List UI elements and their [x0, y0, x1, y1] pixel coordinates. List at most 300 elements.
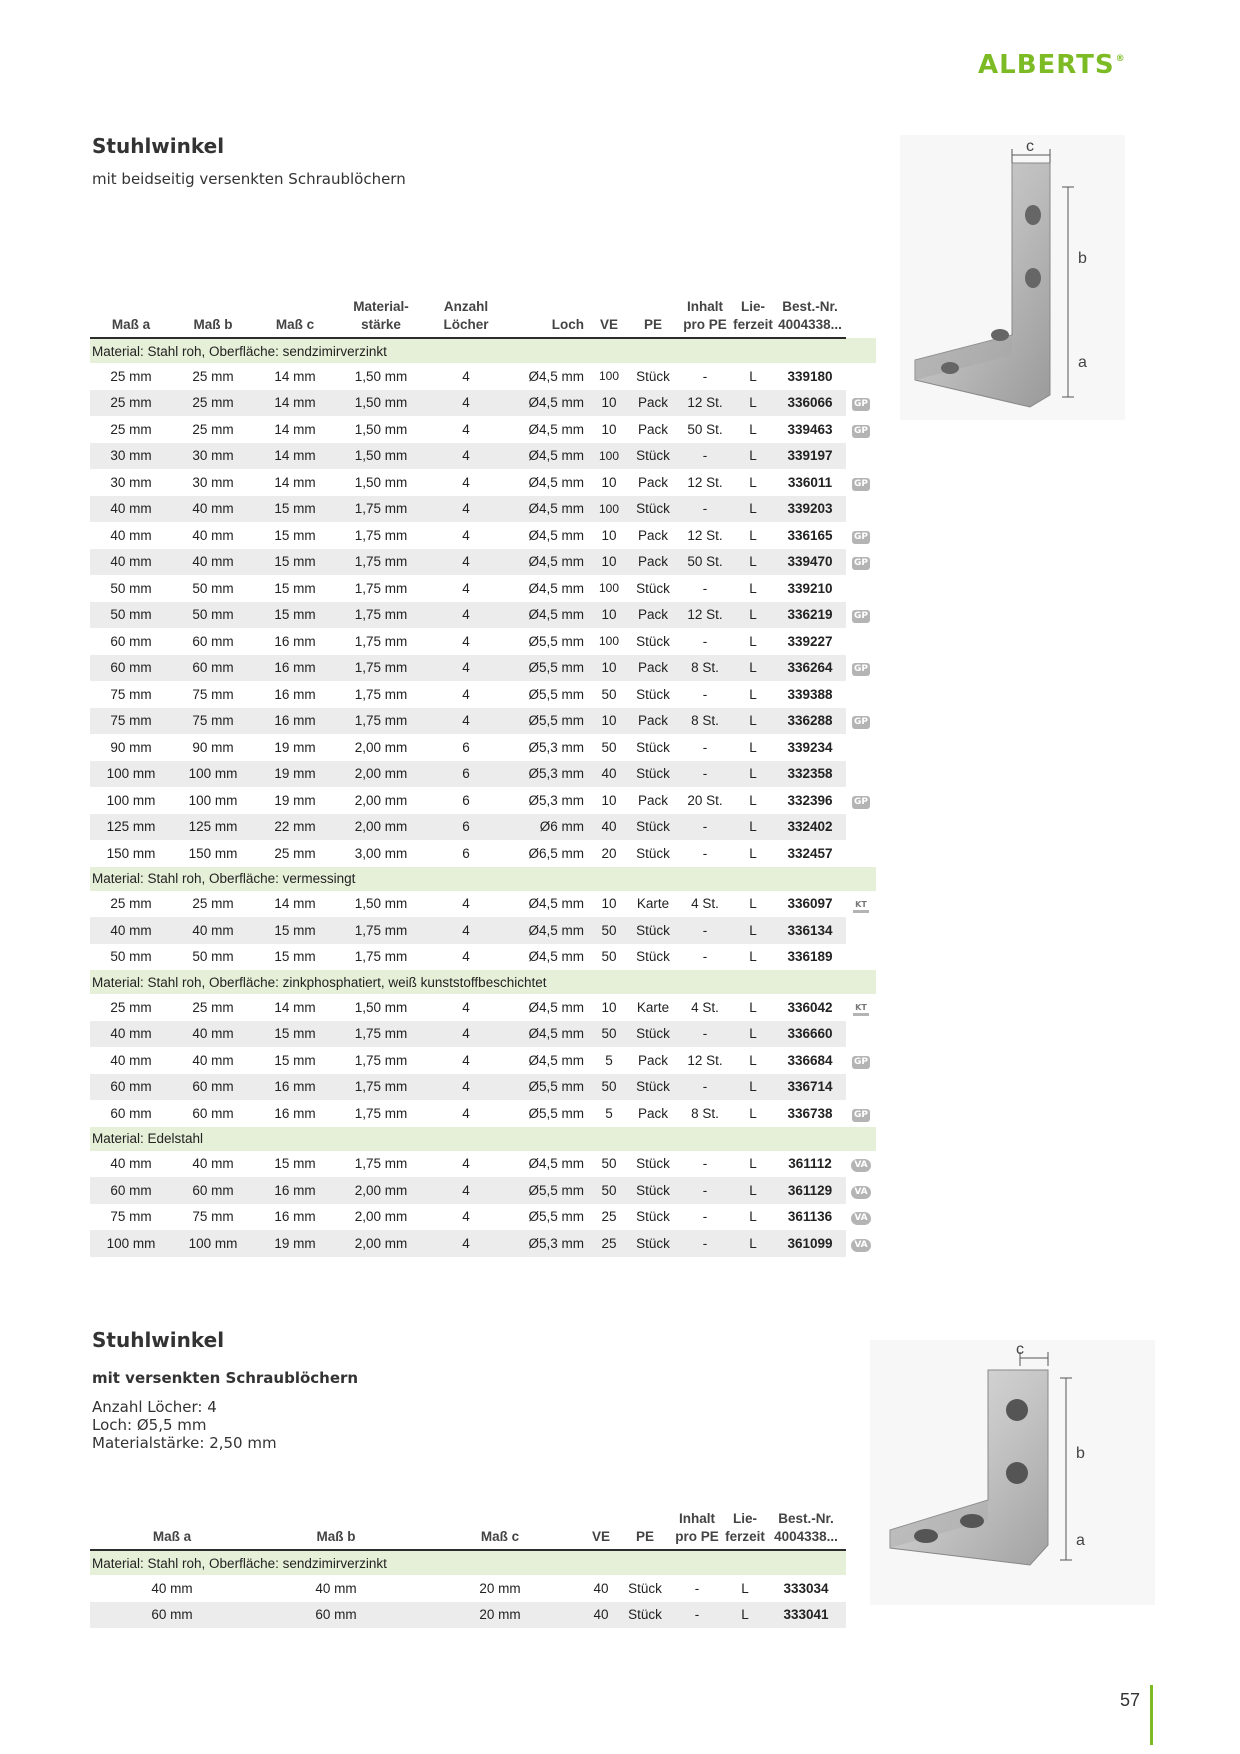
- col-loch: Loch: [506, 298, 590, 338]
- cell-lz: L: [749, 1105, 757, 1121]
- cell-nr: 336738: [787, 1105, 833, 1121]
- cell-b: 100 mm: [172, 761, 254, 788]
- cell-nr: 339388: [787, 686, 833, 702]
- cell-loch: Ø5,3 mm: [506, 1230, 590, 1257]
- col2-mass-a: Maß a: [90, 1510, 254, 1550]
- cell-nr: 339210: [787, 580, 833, 596]
- gp-badge-icon: GP: [854, 558, 868, 569]
- cell-a: 25 mm: [90, 390, 172, 417]
- cell-c: 15 mm: [274, 1156, 316, 1172]
- cell-ve: 10: [601, 896, 617, 912]
- cell-an: 4: [462, 633, 470, 649]
- cell-pe: Stück: [636, 368, 670, 384]
- badge-cell: [846, 734, 876, 761]
- cell-a: 60 mm: [90, 1602, 254, 1629]
- col2-pe: PE: [620, 1510, 670, 1550]
- cell-b: 50 mm: [172, 602, 254, 629]
- gp-badge-icon: GP: [854, 796, 868, 807]
- cell-ve: 10: [601, 474, 617, 490]
- cell-inh: -: [694, 1580, 700, 1596]
- cell-b: 75 mm: [192, 686, 234, 702]
- va-badge-icon: VA: [851, 1212, 870, 1225]
- cell-c: 19 mm: [274, 739, 316, 755]
- cell-pe: Stück: [636, 1209, 670, 1225]
- cell-ve: 10: [590, 390, 628, 417]
- brand-logo: [978, 50, 1125, 80]
- cell-lz: L: [732, 1230, 774, 1257]
- table-row: [90, 390, 876, 417]
- table-row: [90, 994, 876, 1021]
- page-number: 57: [1120, 1690, 1141, 1710]
- col-anzahl-loecher: Anzahl Löcher: [426, 298, 506, 338]
- col-mass-a: Maß a: [90, 298, 172, 338]
- cell-b: 75 mm: [172, 708, 254, 735]
- cell-nr: 332402: [774, 814, 846, 841]
- cell-c: 15 mm: [254, 496, 336, 523]
- cell-inh: -: [678, 1021, 732, 1048]
- cell-pe: Pack: [637, 527, 668, 543]
- cell-an: 4: [462, 580, 470, 596]
- cell-b: 150 mm: [188, 845, 238, 861]
- cell-b: 40 mm: [192, 1156, 234, 1172]
- cell-b: 50 mm: [192, 580, 234, 596]
- cell-b: 40 mm: [172, 549, 254, 576]
- col-materialstaerke: Material- stärke: [336, 298, 426, 338]
- cell-st: 2,00 mm: [354, 1209, 408, 1225]
- cell-pe: Pack: [637, 1105, 668, 1121]
- table-row: [90, 787, 876, 814]
- cell-b: 30 mm: [172, 443, 254, 470]
- badge-cell: [846, 390, 876, 417]
- cell-nr: 339203: [774, 496, 846, 523]
- table-row: [90, 496, 876, 523]
- cell-ve: 50: [590, 1074, 628, 1101]
- table-row: [90, 917, 876, 944]
- cell-ve: 100: [590, 443, 628, 470]
- cell-an: 4: [426, 655, 506, 682]
- cell-lz: L: [749, 739, 757, 755]
- cell-loch: Ø4,5 mm: [528, 368, 584, 384]
- product-table-1: [90, 298, 876, 1257]
- cell-loch: Ø4,5 mm: [528, 896, 584, 912]
- cell-st: 1,75 mm: [354, 633, 408, 649]
- table-row: [90, 1230, 876, 1257]
- cell-lz: L: [749, 1156, 757, 1172]
- cell-a: 40 mm: [110, 527, 152, 543]
- cell-pe: Stück: [628, 1580, 662, 1596]
- cell-c: 14 mm: [274, 368, 316, 384]
- cell-nr: 339470: [774, 549, 846, 576]
- cell-inh: 20 St.: [687, 792, 723, 808]
- cell-inh: -: [678, 761, 732, 788]
- badge-cell: [846, 496, 876, 523]
- cell-st: 1,75 mm: [336, 655, 426, 682]
- brand-name: ALBERTS: [978, 50, 1115, 80]
- cell-nr: 339227: [787, 633, 833, 649]
- cell-a: 100 mm: [90, 761, 172, 788]
- cell-ve: 25: [590, 1230, 628, 1257]
- cell-b: 30 mm: [192, 474, 234, 490]
- cell-an: 4: [462, 1156, 470, 1172]
- cell-nr: 336134: [774, 917, 846, 944]
- cell-lz: L: [732, 814, 774, 841]
- cell-inh: -: [702, 580, 708, 596]
- cell-ve: 100: [598, 581, 620, 596]
- cell-st: 1,75 mm: [336, 1074, 426, 1101]
- cell-st: 2,00 mm: [336, 1230, 426, 1257]
- cell-ve: 50: [590, 917, 628, 944]
- col-lieferzeit: Lie- ferzeit: [732, 298, 774, 338]
- spec-materialstaerke: Materialstärke: 2,50 mm: [92, 1434, 277, 1452]
- cell-st: 1,75 mm: [354, 949, 408, 965]
- cell-pe: Karte: [636, 896, 670, 912]
- cell-st: 1,50 mm: [354, 896, 408, 912]
- cell-a: 60 mm: [110, 633, 152, 649]
- col2-mass-b: Maß b: [254, 1510, 418, 1550]
- cell-b: 40 mm: [172, 496, 254, 523]
- table-row: [90, 1602, 846, 1629]
- cell-pe: Pack: [628, 655, 678, 682]
- cell-loch: Ø4,5 mm: [506, 602, 590, 629]
- cell-loch: Ø4,5 mm: [528, 421, 584, 437]
- cell-b: 25 mm: [192, 896, 234, 912]
- material-label: Material: Stahl roh, Oberfläche: sendzimirverzinkt: [90, 1550, 846, 1575]
- col-ve: VE: [590, 298, 628, 338]
- table-row: [90, 708, 876, 735]
- cell-nr: 336660: [774, 1021, 846, 1048]
- cell-ve: 5: [605, 1105, 613, 1121]
- badge-cell: [846, 1127, 876, 1151]
- cell-loch: Ø4,5 mm: [506, 549, 590, 576]
- section2-subtitle: mit versenkten Schraublöchern: [92, 1369, 359, 1387]
- cell-c: 15 mm: [274, 949, 316, 965]
- table-row: [90, 363, 876, 390]
- cell-lz: L: [749, 1209, 757, 1225]
- page-number-bar: [1150, 1685, 1153, 1745]
- cell-inh: -: [678, 1177, 732, 1204]
- cell-an: 6: [462, 792, 470, 808]
- cell-nr: 332358: [774, 761, 846, 788]
- badge-cell: [846, 1204, 876, 1231]
- cell-an: 4: [426, 1021, 506, 1048]
- cell-b: 25 mm: [192, 421, 234, 437]
- cell-pe: Stück: [628, 1230, 678, 1257]
- dim2-label-c: c: [1016, 1341, 1024, 1358]
- badge-cell: [846, 867, 876, 891]
- cell-lz: L: [732, 655, 774, 682]
- cell-c: 14 mm: [274, 421, 316, 437]
- cell-pe: Pack: [637, 474, 668, 490]
- cell-loch: Ø6 mm: [506, 814, 590, 841]
- table-row: [90, 1047, 876, 1074]
- cell-nr: 336011: [787, 474, 833, 490]
- cell-loch: Ø5,5 mm: [528, 633, 584, 649]
- badge-cell: [846, 443, 876, 470]
- cell-an: 4: [462, 474, 470, 490]
- cell-c: 15 mm: [254, 602, 336, 629]
- cell-b: 40 mm: [172, 917, 254, 944]
- table-row: [90, 891, 876, 918]
- badge-cell: [846, 655, 876, 682]
- cell-inh: 4 St.: [691, 896, 719, 912]
- cell-pe: Pack: [628, 708, 678, 735]
- cell-lz: L: [749, 580, 757, 596]
- table-row: [90, 416, 876, 443]
- cell-a: 40 mm: [110, 1052, 152, 1068]
- cell-pe: Stück: [620, 1602, 670, 1629]
- cell-inh: -: [678, 1074, 732, 1101]
- cell-an: 4: [426, 1177, 506, 1204]
- cell-a: 75 mm: [90, 708, 172, 735]
- product-table-2: [90, 1510, 846, 1628]
- badge-cell: [846, 1100, 876, 1127]
- karte-badge-icon: KT: [853, 1002, 869, 1016]
- cell-nr: 361136: [787, 1209, 833, 1225]
- gp-badge-icon: GP: [854, 1109, 868, 1120]
- cell-an: 4: [462, 686, 470, 702]
- dim2-label-b: b: [1076, 1445, 1085, 1462]
- cell-nr: 336219: [774, 602, 846, 629]
- cell-ve: 10: [601, 999, 617, 1015]
- cell-inh: -: [702, 739, 708, 755]
- cell-lz: L: [749, 368, 757, 384]
- cell-ve: 10: [601, 527, 617, 543]
- cell-pe: Pack: [628, 390, 678, 417]
- cell-a: 40 mm: [90, 1021, 172, 1048]
- dim2-label-a: a: [1076, 1532, 1085, 1549]
- cell-an: 4: [426, 390, 506, 417]
- cell-ve: 25: [601, 1209, 617, 1225]
- cell-b: 100 mm: [172, 1230, 254, 1257]
- material-label: Material: Edelstahl: [90, 1127, 846, 1151]
- gp-badge-icon: GP: [854, 1056, 868, 1067]
- cell-loch: Ø5,5 mm: [528, 1105, 584, 1121]
- cell-inh: -: [702, 949, 708, 965]
- table-row: [90, 628, 876, 655]
- cell-loch: Ø4,5 mm: [506, 496, 590, 523]
- badge-cell: [846, 891, 876, 918]
- cell-ve: 50: [601, 1156, 617, 1172]
- cell-c: 20 mm: [479, 1580, 521, 1596]
- cell-b: 60 mm: [172, 655, 254, 682]
- table-row: [90, 522, 876, 549]
- col2-bestnr: Best.-Nr. 4004338...: [766, 1510, 846, 1550]
- cell-st: 1,50 mm: [354, 474, 408, 490]
- cell-inh: -: [702, 633, 708, 649]
- cell-nr: 339234: [787, 739, 833, 755]
- cell-st: 1,75 mm: [336, 1021, 426, 1048]
- cell-nr: 336097: [787, 896, 833, 912]
- col2-mass-c: Maß c: [418, 1510, 582, 1550]
- cell-pe: Stück: [628, 814, 678, 841]
- cell-c: 19 mm: [254, 1230, 336, 1257]
- cell-b: 60 mm: [172, 1074, 254, 1101]
- col-badge: [846, 298, 876, 338]
- cell-lz: L: [732, 1177, 774, 1204]
- cell-nr: 336066: [774, 390, 846, 417]
- badge-cell: [846, 994, 876, 1021]
- cell-loch: Ø4,5 mm: [506, 917, 590, 944]
- cell-b: 40 mm: [192, 527, 234, 543]
- cell-a: 25 mm: [110, 999, 152, 1015]
- cell-nr: 332396: [787, 792, 833, 808]
- cell-lz: L: [749, 633, 757, 649]
- cell-a: 90 mm: [110, 739, 152, 755]
- badge-cell: [846, 1047, 876, 1074]
- cell-pe: Pack: [637, 421, 668, 437]
- cell-b: 60 mm: [172, 1177, 254, 1204]
- table-row: [90, 944, 876, 971]
- cell-pe: Stück: [628, 761, 678, 788]
- cell-st: 1,75 mm: [354, 1105, 408, 1121]
- badge-cell: [846, 787, 876, 814]
- cell-a: 150 mm: [106, 845, 156, 861]
- cell-nr: 339463: [787, 421, 833, 437]
- cell-lz: L: [749, 686, 757, 702]
- cell-lz: L: [749, 949, 757, 965]
- cell-an: 4: [426, 1230, 506, 1257]
- cell-a: 25 mm: [110, 368, 152, 384]
- cell-c: 15 mm: [254, 917, 336, 944]
- cell-c: 22 mm: [254, 814, 336, 841]
- cell-ve: 10: [590, 655, 628, 682]
- cell-c: 16 mm: [274, 1105, 316, 1121]
- cell-a: 50 mm: [110, 580, 152, 596]
- cell-lz: L: [741, 1580, 749, 1596]
- cell-an: 4: [426, 496, 506, 523]
- cell-a: 75 mm: [110, 1209, 152, 1225]
- cell-a: 50 mm: [110, 949, 152, 965]
- cell-inh: 50 St.: [687, 421, 723, 437]
- table-row: [90, 761, 876, 788]
- cell-inh: 12 St.: [678, 602, 732, 629]
- brand-mark: ®: [1115, 54, 1126, 64]
- cell-nr: 361112: [788, 1156, 832, 1172]
- col2-lieferzeit: Lie- ferzeit: [724, 1510, 766, 1550]
- va-badge-icon: VA: [851, 1186, 870, 1199]
- cell-b: 75 mm: [192, 1209, 234, 1225]
- cell-lz: L: [749, 896, 757, 912]
- cell-ve: 10: [590, 708, 628, 735]
- badge-cell: [846, 814, 876, 841]
- cell-pe: Stück: [628, 443, 678, 470]
- cell-nr: 336264: [774, 655, 846, 682]
- cell-inh: 8 St.: [691, 1105, 719, 1121]
- cell-pe: Stück: [628, 1021, 678, 1048]
- table-row: [90, 814, 876, 841]
- cell-st: 1,75 mm: [354, 580, 408, 596]
- cell-b: 60 mm: [254, 1602, 418, 1629]
- table-row: [90, 655, 876, 682]
- cell-loch: Ø4,5 mm: [528, 949, 584, 965]
- cell-b: 40 mm: [192, 1052, 234, 1068]
- cell-c: 25 mm: [274, 845, 316, 861]
- table-row: [90, 549, 876, 576]
- col2-ve: VE: [582, 1510, 620, 1550]
- table1-header-row: [90, 298, 876, 338]
- cell-an: 4: [426, 443, 506, 470]
- cell-pe: Stück: [628, 1074, 678, 1101]
- cell-st: 2,00 mm: [336, 761, 426, 788]
- cell-ve: 50: [601, 739, 617, 755]
- material-label: Material: Stahl roh, Oberfläche: vermessingt: [90, 867, 846, 891]
- badge-cell: [846, 338, 876, 363]
- cell-a: 40 mm: [90, 549, 172, 576]
- cell-nr: 361129: [774, 1177, 846, 1204]
- badge-cell: [846, 917, 876, 944]
- cell-c: 19 mm: [254, 761, 336, 788]
- dim-label-c: c: [1026, 138, 1034, 155]
- cell-an: 6: [426, 761, 506, 788]
- cell-lz: L: [724, 1602, 766, 1629]
- cell-pe: Stück: [636, 580, 670, 596]
- col-pe: PE: [628, 298, 678, 338]
- cell-ve: 50: [601, 949, 617, 965]
- cell-inh: -: [702, 1156, 708, 1172]
- cell-loch: Ø5,5 mm: [528, 1209, 584, 1225]
- cell-st: 1,75 mm: [336, 496, 426, 523]
- cell-pe: Pack: [637, 792, 668, 808]
- cell-a: 30 mm: [90, 443, 172, 470]
- cell-a: 60 mm: [90, 1074, 172, 1101]
- cell-ve: 10: [590, 549, 628, 576]
- cell-c: 15 mm: [274, 580, 316, 596]
- cell-b: 40 mm: [172, 1021, 254, 1048]
- cell-st: 2,00 mm: [354, 792, 408, 808]
- badge-cell: [846, 708, 876, 735]
- material-row: [90, 970, 876, 994]
- cell-an: 4: [462, 1052, 470, 1068]
- cell-nr: 339197: [774, 443, 846, 470]
- cell-an: 6: [462, 739, 470, 755]
- cell-an: 4: [426, 549, 506, 576]
- cell-an: 4: [462, 1209, 470, 1225]
- table-row: [90, 1177, 876, 1204]
- cell-ve: 50: [590, 1177, 628, 1204]
- cell-nr: 336165: [787, 527, 833, 543]
- cell-an: 4: [426, 1074, 506, 1101]
- cell-loch: Ø5,5 mm: [506, 1074, 590, 1101]
- col-mass-b: Maß b: [172, 298, 254, 338]
- cell-inh: -: [702, 845, 708, 861]
- cell-c: 14 mm: [254, 443, 336, 470]
- cell-ve: 40: [590, 814, 628, 841]
- cell-st: 2,00 mm: [354, 739, 408, 755]
- cell-c: 16 mm: [254, 1074, 336, 1101]
- badge-cell: [846, 363, 876, 390]
- cell-c: 19 mm: [274, 792, 316, 808]
- cell-c: 15 mm: [254, 549, 336, 576]
- cell-loch: Ø5,5 mm: [506, 1177, 590, 1204]
- badge-cell: [846, 549, 876, 576]
- table-row: [90, 469, 876, 496]
- table-row: [90, 443, 876, 470]
- cell-loch: Ø6,5 mm: [528, 845, 584, 861]
- material-row: [90, 1127, 876, 1151]
- cell-an: 4: [462, 949, 470, 965]
- cell-b: 40 mm: [315, 1580, 357, 1596]
- cell-pe: Pack: [628, 602, 678, 629]
- cell-nr: 336288: [774, 708, 846, 735]
- badge-cell: [846, 1177, 876, 1204]
- spec-anzahl-loecher: Anzahl Löcher: 4: [92, 1398, 217, 1416]
- badge-cell: [846, 761, 876, 788]
- cell-inh: -: [678, 496, 732, 523]
- cell-inh: -: [678, 1230, 732, 1257]
- cell-c: 14 mm: [274, 999, 316, 1015]
- badge-cell: [846, 575, 876, 602]
- cell-st: 1,50 mm: [354, 999, 408, 1015]
